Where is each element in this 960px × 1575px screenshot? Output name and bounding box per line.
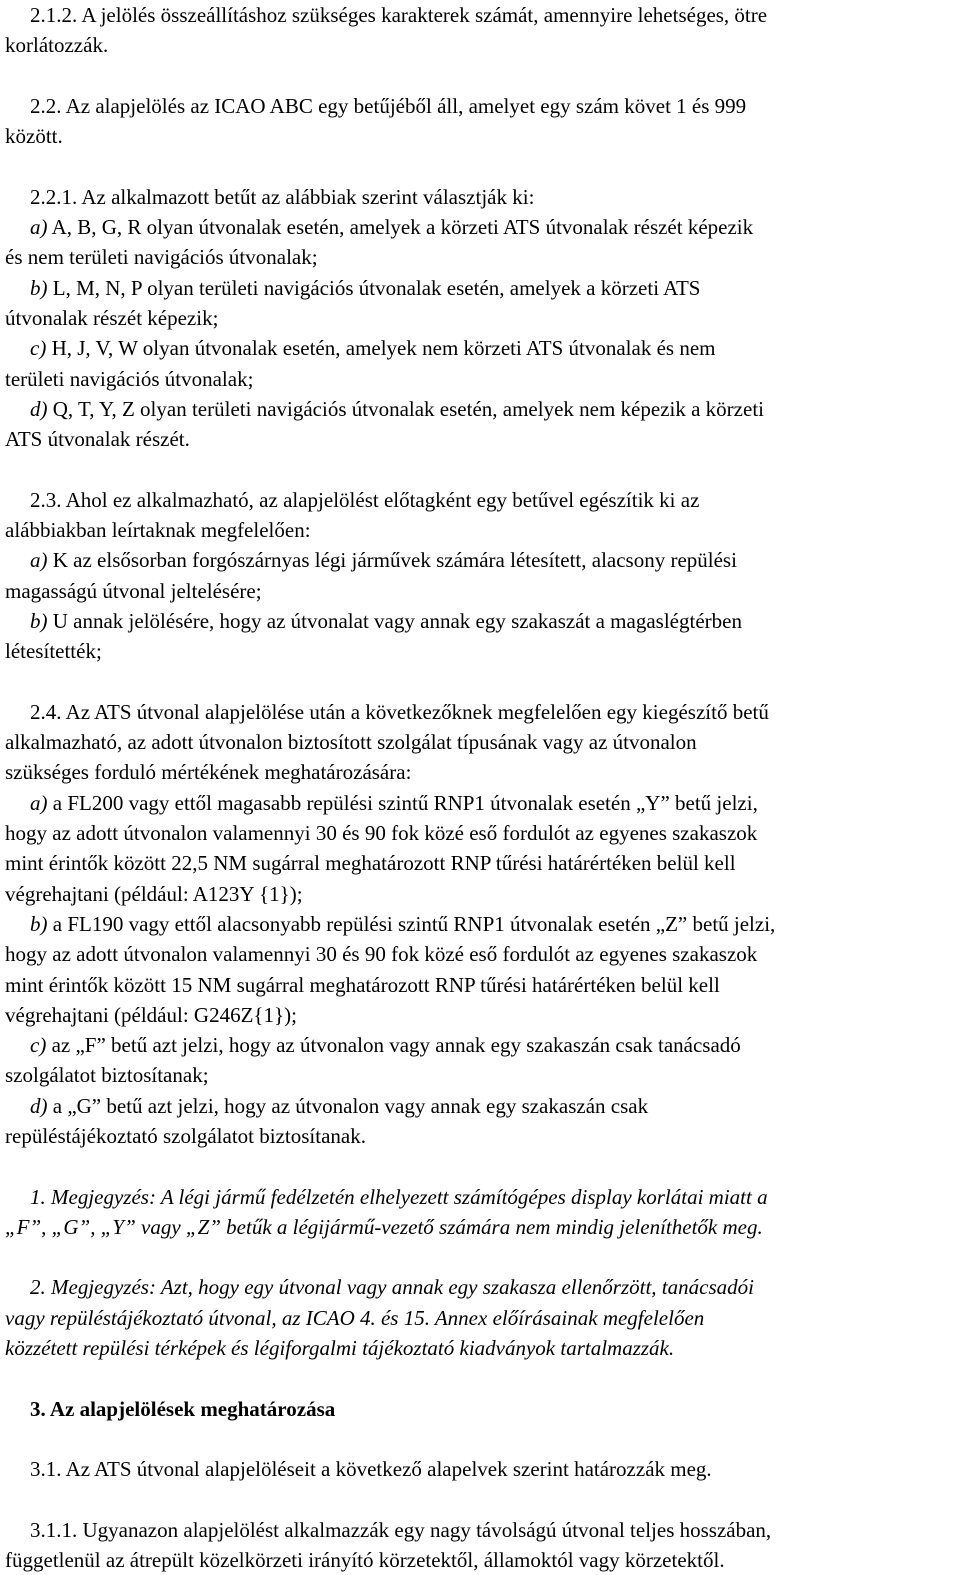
line-text: K az elsősorban forgószárnyas légi járművek számára létesített, alacsony repülési xyxy=(47,548,737,573)
line-text: 2.4. Az ATS útvonal alapjelölése után a következőknek megfelelően egy kiegészítő betű xyxy=(30,699,769,724)
text-line xyxy=(5,30,955,60)
list-item-label: b) xyxy=(30,608,48,633)
text-line xyxy=(5,545,955,575)
text-line xyxy=(5,1060,955,1090)
line-text: függetlenül az átrepült közelkörzeti irányító körzetektől, államoktól vagy körzetektől. xyxy=(5,1548,725,1573)
list-item-label: b) xyxy=(30,911,48,936)
text-line xyxy=(5,576,955,606)
text-line xyxy=(5,1545,955,1575)
line-text: közzétett repülési térképek és légiforgalmi tájékoztató kiadványok tartalmazzák. xyxy=(5,1336,675,1361)
paragraph xyxy=(5,697,955,1151)
line-text: a „G” betű azt jelzi, hogy az útvonalon vagy annak egy szakaszán csak xyxy=(47,1093,649,1118)
line-text: szükséges forduló mértékének meghatározására: xyxy=(5,760,412,785)
text-line xyxy=(5,242,955,272)
text-line xyxy=(5,727,955,757)
line-text: mint érintők között 22,5 NM sugárral meghatározott RNP tűrési határértéken belül kell xyxy=(5,851,736,876)
note-paragraph xyxy=(5,1182,955,1243)
line-text: vagy repüléstájékoztató útvonal, az ICAO 4. és 15. Annex előírásainak megfelelően xyxy=(5,1305,705,1330)
line-text: hogy az adott útvonalon valamennyi 30 és 90 fok közé eső fordulót az egyenes szakaszok xyxy=(5,821,758,846)
text-line xyxy=(5,636,955,666)
text-line xyxy=(5,1303,955,1333)
line-text: a FL190 vagy ettől alacsonyabb repülési szintű RNP1 útvonalak esetén „Z” betű jelzi, xyxy=(47,911,776,936)
text-line xyxy=(5,1000,955,1030)
text-line xyxy=(5,697,955,727)
text-line xyxy=(5,879,955,909)
list-item-label: d) xyxy=(30,1093,48,1118)
document-page xyxy=(5,0,955,1575)
line-text: útvonalak részét képezik; xyxy=(5,305,219,330)
line-text: magasságú útvonal jeltelésére; xyxy=(5,578,262,603)
line-text: 2. Megjegyzés: Azt, hogy egy útvonal vagy annak egy szakasza ellenőrzött, tanácsadói xyxy=(30,1275,754,1300)
text-line xyxy=(5,1454,955,1484)
line-text: Q, T, Y, Z olyan területi navigációs útvonalak esetén, amelyek nem képezik a körzeti xyxy=(47,396,764,421)
list-item-label: c) xyxy=(30,336,47,361)
line-text: az „F” betű azt jelzi, hogy az útvonalon vagy annak egy szakaszán csak tanácsadó xyxy=(46,1033,741,1058)
line-text: L, M, N, P olyan területi navigációs útvonalak esetén, amelyek a körzeti ATS xyxy=(47,275,701,300)
text-line xyxy=(5,1515,955,1545)
line-text: 3. Az alapjelölések meghatározása xyxy=(30,1396,336,1421)
line-text: „F”, „G”, „Y” vagy „Z” betűk a légijármű-vezető számára nem mindig jeleníthetők meg. xyxy=(5,1214,763,1239)
note-paragraph xyxy=(5,1272,955,1363)
text-line xyxy=(5,818,955,848)
list-item-label: a) xyxy=(30,790,48,815)
text-line xyxy=(5,909,955,939)
line-text: mint érintők között 15 NM sugárral meghatározott RNP tűrési határértéken belül kell xyxy=(5,972,720,997)
line-text: hogy az adott útvonalon valamennyi 30 és 90 fok közé eső fordulót az egyenes szakaszok xyxy=(5,942,758,967)
line-text: 2.2. Az alapjelölés az ICAO ABC egy betűjéből áll, amelyet egy szám követ 1 és 999 xyxy=(30,93,747,118)
paragraph xyxy=(5,91,955,152)
line-text: ATS útvonalak részét. xyxy=(5,427,190,452)
paragraph xyxy=(5,1515,955,1575)
text-line xyxy=(5,121,955,151)
line-text: a FL200 vagy ettől magasabb repülési szintű RNP1 útvonalak esetén „Y” betű jelzi, xyxy=(47,790,758,815)
text-line xyxy=(5,757,955,787)
text-line xyxy=(5,1091,955,1121)
line-text: létesítették; xyxy=(5,639,102,664)
line-text: 1. Megjegyzés: A légi jármű fedélzetén elhelyezett számítógépes display korlátai miatt a xyxy=(30,1184,768,1209)
text-line xyxy=(5,91,955,121)
text-line xyxy=(5,333,955,363)
paragraph xyxy=(5,1454,955,1484)
line-text: között. xyxy=(5,124,63,149)
text-line xyxy=(5,212,955,242)
text-line xyxy=(5,515,955,545)
list-item-label: a) xyxy=(30,215,48,240)
line-text: 2.2.1. Az alkalmazott betűt az alábbiak szerint választják ki: xyxy=(30,184,535,209)
line-text: korlátozzák. xyxy=(5,33,109,58)
paragraph xyxy=(5,0,955,61)
text-line xyxy=(5,848,955,878)
text-line xyxy=(5,303,955,333)
line-text: 3.1.1. Ugyanazon alapjelölést alkalmazzák egy nagy távolságú útvonal teljes hosszában, xyxy=(30,1517,772,1542)
list-item-label: b) xyxy=(30,275,48,300)
text-line xyxy=(5,1394,955,1424)
line-text: repüléstájékoztató szolgálatot biztosítanak. xyxy=(5,1123,366,1148)
section-heading xyxy=(5,1394,955,1424)
list-item-label: d) xyxy=(30,396,48,421)
text-line xyxy=(5,606,955,636)
text-line xyxy=(5,182,955,212)
text-line xyxy=(5,1182,955,1212)
line-text: alkalmazható, az adott útvonalon biztosított szolgálat típusának vagy az útvonalon xyxy=(5,730,697,755)
line-text: végrehajtani (például: A123Y {1}); xyxy=(5,881,303,906)
line-text: 2.1.2. A jelölés összeállításhoz szükséges karakterek számát, amennyire lehetséges, ötre xyxy=(30,3,768,27)
text-line xyxy=(5,939,955,969)
text-line xyxy=(5,485,955,515)
paragraph xyxy=(5,182,955,455)
line-text: területi navigációs útvonalak; xyxy=(5,366,254,391)
list-item-label: a) xyxy=(30,548,48,573)
text-line xyxy=(5,1212,955,1242)
list-item-label: c) xyxy=(30,1033,47,1058)
text-line xyxy=(5,970,955,1000)
text-line xyxy=(5,424,955,454)
line-text: A, B, G, R olyan útvonalak esetén, amelyek a körzeti ATS útvonalak részét képezik xyxy=(47,215,754,240)
line-text: és nem területi navigációs útvonalak; xyxy=(5,245,318,270)
text-line xyxy=(5,1030,955,1060)
text-line xyxy=(5,0,955,30)
text-line xyxy=(5,394,955,424)
line-text: alábbiakban leírtaknak megfelelően: xyxy=(5,518,311,543)
paragraph xyxy=(5,485,955,667)
line-text: H, J, V, W olyan útvonalak esetén, amelyek nem körzeti ATS útvonalak és nem xyxy=(46,336,716,361)
text-line xyxy=(5,1272,955,1302)
text-line xyxy=(5,364,955,394)
text-line xyxy=(5,1121,955,1151)
line-text: végrehajtani (például: G246Z{1}); xyxy=(5,1002,297,1027)
line-text: 2.3. Ahol ez alkalmazható, az alapjelölést előtagként egy betűvel egészítik ki az xyxy=(30,487,700,512)
text-line xyxy=(5,1333,955,1363)
text-line xyxy=(5,788,955,818)
line-text: szolgálatot biztosítanak; xyxy=(5,1063,209,1088)
line-text: U annak jelölésére, hogy az útvonalat vagy annak egy szakaszát a magaslégtérben xyxy=(47,608,742,633)
line-text: 3.1. Az ATS útvonal alapjelöléseit a következő alapelvek szerint határozzák meg. xyxy=(30,1457,712,1482)
text-line xyxy=(5,273,955,303)
